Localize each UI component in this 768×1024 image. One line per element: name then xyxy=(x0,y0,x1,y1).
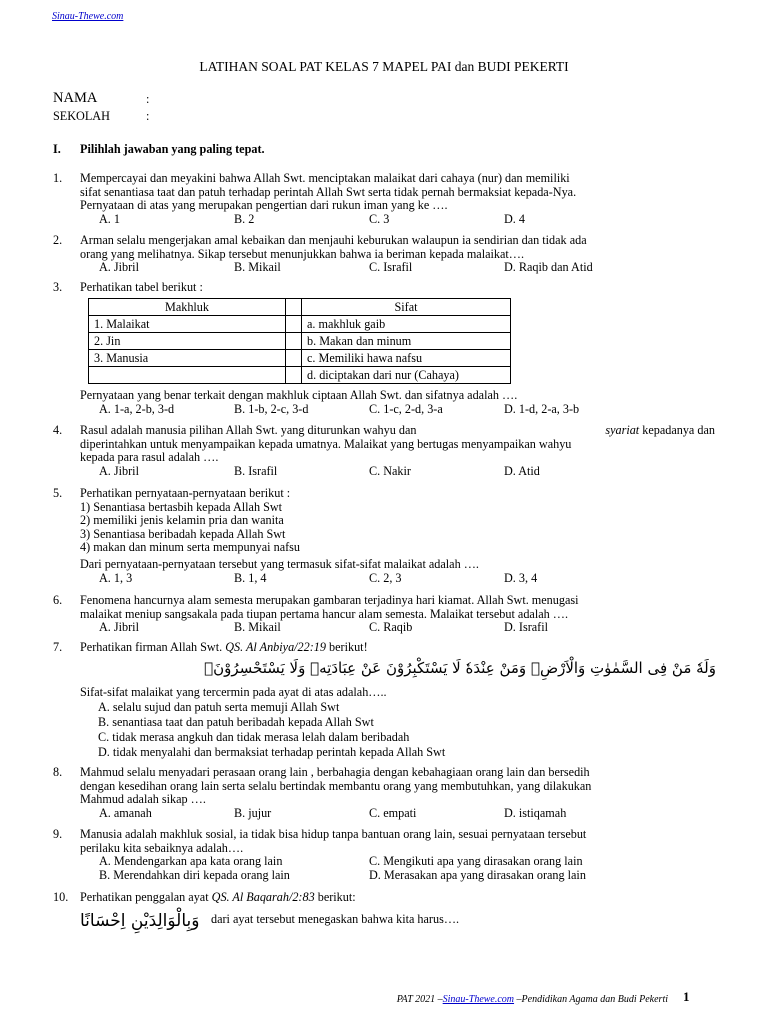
option-c[interactable]: C. Nakir xyxy=(369,463,411,478)
option-b[interactable]: B. Mikail xyxy=(234,620,281,635)
section-number: I. xyxy=(53,142,61,156)
table-cell: c. Memiliki hawa nafsu xyxy=(302,350,511,367)
sekolah-label: SEKOLAH xyxy=(53,109,110,123)
option-b[interactable]: B. 1, 4 xyxy=(234,570,267,585)
question-1 xyxy=(53,172,715,227)
option-d[interactable]: D. tidak menyalahi dan bermaksiat terhadap perintah kepada Allah Swt xyxy=(98,744,446,759)
options-row xyxy=(80,621,715,635)
site-link[interactable]: Sinau-Thewe.com xyxy=(52,11,124,22)
question-6 xyxy=(53,594,715,635)
option-a[interactable]: A. 1, 3 xyxy=(99,570,133,585)
option-c[interactable]: C. empati xyxy=(369,805,417,820)
question-text: malaikat meniup sangsakala pada tiupan pertama hancur alam semesta. Malaikat tersebut adalah …. xyxy=(80,606,568,621)
question-3-prompt xyxy=(53,389,715,417)
question-text: Arman selalu mengerjakan amal kebaikan dan menjauhi keburukan walaupun ia sendirian dan tidak ada xyxy=(80,233,587,247)
table-cell xyxy=(89,367,286,384)
option-c[interactable]: C. 1-c, 2-d, 3-a xyxy=(369,401,443,416)
option-d[interactable]: D. 3, 4 xyxy=(504,570,538,585)
verse-reference: QS. Al Anbiya/22:19 xyxy=(225,640,326,654)
table-cell: a. makhluk gaib xyxy=(302,316,511,333)
option-a[interactable]: A. Jibril xyxy=(99,260,139,275)
table-row xyxy=(89,333,511,350)
question-text: orang yang melihatnya. Sikap tersebut menunjukkan bahwa ia beriman kepada malaikat…. xyxy=(80,246,525,261)
option-b[interactable]: B. senantiasa taat dan patuh beribadah kepada Allah Swt xyxy=(98,714,374,729)
question-number: 5. xyxy=(53,486,63,500)
option-a[interactable]: A. Jibril xyxy=(99,620,139,635)
option-a[interactable]: A. Jibril xyxy=(99,463,139,478)
options-row xyxy=(80,465,715,479)
table-spacer xyxy=(286,367,302,384)
question-intro: Perhatikan firman Allah Swt. QS. Al Anbiya/22:19 berikut! xyxy=(80,640,368,654)
option-d[interactable]: D. istiqamah xyxy=(504,805,567,820)
options-row xyxy=(80,213,715,227)
table-spacer xyxy=(286,350,302,367)
option-c[interactable]: C. Raqib xyxy=(369,620,413,635)
question-text xyxy=(80,424,715,438)
question-2 xyxy=(53,234,715,275)
question-text: diperintahkan untuk menyampaikan kepada umatnya. Malaikat yang bertugas menyampaikan wahyu xyxy=(80,436,572,451)
question-number: 10. xyxy=(53,890,69,904)
option-b[interactable]: B. Mikail xyxy=(234,260,281,275)
option-c[interactable]: C. tidak merasa angkuh dan tidak merasa lelah dalam beribadah xyxy=(98,729,410,744)
question-text-part: syariat kepadanya dan xyxy=(605,423,715,437)
verse-reference: QS. Al Baqarah/2:83 xyxy=(211,890,315,904)
option-c[interactable]: C. 3 xyxy=(369,211,390,226)
option-d[interactable]: D. 1-d, 2-a, 3-b xyxy=(504,401,580,416)
question-text: Mempercayai dan meyakini bahwa Allah Swt. menciptakan malaikat dari cahaya (nur) dan memiliki xyxy=(80,171,570,185)
statement-item: 3) Senantiasa beribadah kepada Allah Swt xyxy=(80,526,286,541)
option-a[interactable]: A. 1-a, 2-b, 3-d xyxy=(99,401,175,416)
page-title: LATIHAN SOAL PAT KELAS 7 MAPEL PAI dan BUDI PEKERTI xyxy=(199,59,569,74)
question-number: 7. xyxy=(53,640,63,654)
footer-prefix: PAT 2021 – xyxy=(396,994,443,1005)
option-b[interactable]: B. Israfil xyxy=(234,463,278,478)
option-c[interactable]: C. Mengikuti apa yang dirasakan orang lain xyxy=(369,854,583,869)
options-row xyxy=(80,261,715,275)
options-row xyxy=(80,855,715,869)
question-text: Pernyataan di atas yang merupakan pengertian dari rukun iman yang ke …. xyxy=(80,198,448,213)
table-header-sifat: Sifat xyxy=(302,299,511,316)
question-text: sifat senantiasa taat dan patuh terhadap perintah Allah Swt serta tidak pernah bermaksiat kepada-Nya. xyxy=(80,184,577,199)
table-cell: d. diciptakan dari nur (Cahaya) xyxy=(302,367,511,384)
statement-item: 4) makan dan minum serta mempunyai nafsu xyxy=(80,540,300,555)
question-text: Mahmud adalah sikap …. xyxy=(80,792,206,807)
option-b[interactable]: B. 1-b, 2-c, 3-d xyxy=(234,401,309,416)
question-number: 6. xyxy=(53,593,63,607)
table-cell: b. Makan dan minum xyxy=(302,333,511,350)
option-b[interactable]: B. jujur xyxy=(234,805,272,820)
options-list xyxy=(98,700,715,760)
option-d[interactable]: D. Israfil xyxy=(504,620,548,635)
statement-list xyxy=(80,501,715,555)
question-number: 4. xyxy=(53,423,63,437)
option-c[interactable]: C. 2, 3 xyxy=(369,570,402,585)
question-5 xyxy=(53,487,715,586)
table-cell: 3. Manusia xyxy=(89,350,286,367)
page-number: 1 xyxy=(683,989,690,1004)
table-spacer xyxy=(286,333,302,350)
question-text: kepada para rasul adalah …. xyxy=(80,450,219,465)
options-row xyxy=(80,869,715,883)
option-b[interactable]: B. 2 xyxy=(234,211,255,226)
options-row xyxy=(80,572,715,586)
option-b[interactable]: B. Merendahkan diri kepada orang lain xyxy=(99,868,290,883)
arabic-verse: وَلَهٗ مَنْ فِى السَّمٰوٰتِ وَالْاَرْضِۗ وَمَنْ عِنْدَهٗ لَا يَسْتَكْبِرُوْنَ عَنْ عِبَادَتِهٖ وَلَا يَسْتَحْسِرُوْنَۚ xyxy=(204,659,716,677)
question-number: 2. xyxy=(53,233,63,247)
question-text: Sifat-sifat malaikat yang tercermin pada ayat di atas adalah….. xyxy=(80,685,387,699)
option-a[interactable]: A. 1 xyxy=(99,211,120,226)
question-text: Pernyataan yang benar terkait dengan makhluk ciptaan Allah Swt. dan sifatnya adalah …. xyxy=(80,388,518,402)
question-text: perilaku kita sebaiknya adalah…. xyxy=(80,840,244,855)
table-spacer xyxy=(286,299,302,316)
nama-label: NAMA xyxy=(53,90,98,106)
footer-site-link[interactable]: Sinau-Thewe.com xyxy=(442,994,515,1005)
table-header-makhluk: Makhluk xyxy=(89,299,286,316)
table-cell: 2. Jin xyxy=(89,333,286,350)
question-text: Fenomena hancurnya alam semesta merupakan gambaran terjadinya hari kiamat. Allah Swt. menugasi xyxy=(80,593,579,607)
question-9 xyxy=(53,828,715,883)
table-spacer xyxy=(286,316,302,333)
option-a[interactable]: A. Mendengarkan apa kata orang lain xyxy=(99,854,283,869)
nama-colon: : xyxy=(146,92,150,106)
sekolah-colon: : xyxy=(146,109,150,123)
footer-subject: –Pendidikan Agama dan Budi Pekerti xyxy=(514,994,668,1005)
makhluk-sifat-table xyxy=(88,298,511,384)
footer xyxy=(397,993,668,1007)
statement-item: 2) memiliki jenis kelamin pria dan wanita xyxy=(80,513,284,528)
arabic-verse: وَبِالْوَالِدَيْنِ اِحْسَانًا xyxy=(80,911,200,931)
question-text: Mahmud selalu menyadari perasaan orang lain , berbahagia dengan kebahagiaan orang lain dan bersedih xyxy=(80,765,590,779)
option-d[interactable]: D. 4 xyxy=(504,211,525,226)
question-number: 9. xyxy=(53,827,63,841)
question-7-prompt xyxy=(53,686,715,760)
question-7 xyxy=(53,641,715,655)
section-instruction: Pilihlah jawaban yang paling tepat. xyxy=(80,142,265,156)
statement-item: 1) Senantiasa bertasbih kepada Allah Swt xyxy=(80,499,283,514)
table-row xyxy=(89,350,511,367)
options-row xyxy=(80,403,715,417)
table-row xyxy=(89,367,511,384)
option-d[interactable]: D. Raqib dan Atid xyxy=(504,260,593,275)
question-intro: Perhatikan penggalan ayat QS. Al Baqarah/2:83 berikut: xyxy=(80,890,356,904)
question-text-part: Rasul adalah manusia pilihan Allah Swt. yang diturunkan wahyu dan xyxy=(80,423,417,437)
question-intro: Perhatikan pernyataan-pernyataan berikut : xyxy=(80,486,291,500)
question-text: dengan kesedihan orang lain serta selalu bertindak membantu orang yang membutuhkan, yang dilakukan xyxy=(80,778,592,793)
question-text: dari ayat tersebut menegaskan bahwa kita harus…. xyxy=(211,912,460,926)
table-cell: 1. Malaikat xyxy=(89,316,286,333)
option-d[interactable]: D. Atid xyxy=(504,463,540,478)
question-10 xyxy=(53,891,715,905)
question-number: 1. xyxy=(53,171,63,185)
option-a[interactable]: A. selalu sujud dan patuh serta memuji Allah Swt xyxy=(98,699,340,714)
options-row xyxy=(80,807,715,821)
table-row xyxy=(89,316,511,333)
option-d[interactable]: D. Merasakan apa yang dirasakan orang lain xyxy=(369,868,586,883)
question-intro: Perhatikan tabel berikut : xyxy=(80,280,203,294)
option-a[interactable]: A. amanah xyxy=(99,805,152,820)
question-4 xyxy=(53,424,715,479)
question-number: 3. xyxy=(53,280,63,294)
question-3 xyxy=(53,281,715,295)
question-text: Dari pernyataan-pernyataan tersebut yang termasuk sifat-sifat malaikat adalah …. xyxy=(80,556,479,571)
option-c[interactable]: C. Israfil xyxy=(369,260,413,275)
question-8 xyxy=(53,766,715,821)
question-number: 8. xyxy=(53,765,63,779)
question-text: Manusia adalah makhluk sosial, ia tidak bisa hidup tanpa bantuan orang lain, sesuai pernyataan tersebut xyxy=(80,827,587,841)
